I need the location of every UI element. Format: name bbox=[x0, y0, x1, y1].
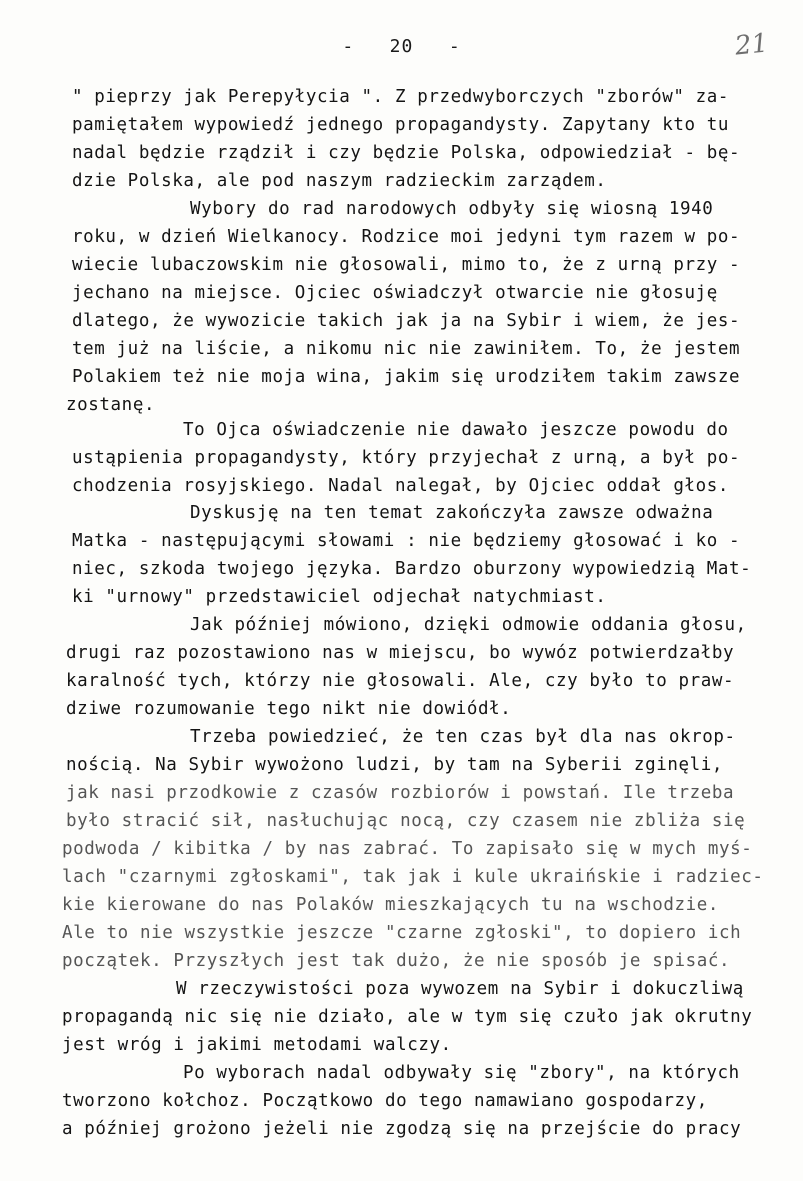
text-line: drugi raz pozostawiono nas w miejscu, bo wywóz potwierdzałby bbox=[66, 643, 735, 663]
text-line: początek. Przyszłych jest tak dużo, że nie sposób je spisać. bbox=[62, 951, 731, 971]
text-line: Dyskusję na ten temat zakończyła zawsze odważna bbox=[190, 503, 714, 523]
text-line: wiecie lubaczowskim nie głosowali, mimo to, że z urną przy - bbox=[72, 255, 741, 275]
text-line: tworzono kołchoz. Początkowo do tego namawiano gospodarzy, bbox=[62, 1091, 708, 1111]
text-line: jechano na miejsce. Ojciec oświadczył otwarcie nie głosuję bbox=[72, 283, 718, 303]
text-line: tem już na liście, a nikomu nic nie zawiniłem. To, że jestem bbox=[72, 339, 741, 359]
text-line: dzie Polska, ale pod naszym radzieckim zarządem. bbox=[72, 171, 607, 191]
text-line: To Ojca oświadczenie nie dawało jeszcze powodu do bbox=[183, 420, 729, 440]
page-number: - 20 - bbox=[342, 36, 461, 57]
text-line: karalność tych, którzy nie głosowali. Ale, czy było to praw- bbox=[66, 671, 735, 691]
text-line: lach "czarnymi zgłoskami", tak jak i kule ukraińskie i radziec- bbox=[62, 867, 764, 887]
text-line: Ale to nie wszystkie jeszcze "czarne zgłoski", to dopiero ich bbox=[62, 923, 742, 943]
text-line: " pieprzy jak Perepyłycia ". Z przedwyborczych "zborów" za- bbox=[72, 87, 730, 107]
text-line: dziwe rozumowanie tego nikt nie dowiódł. bbox=[66, 699, 512, 719]
archive-page-mark: 21 bbox=[733, 28, 770, 62]
text-line: ki "urnowy" przedstawiciel odjechał natychmiast. bbox=[72, 587, 607, 607]
text-line: jak nasi przodkowie z czasów rozbiorów i powstań. Ile trzeba bbox=[66, 783, 735, 803]
text-line: Trzeba powiedzieć, że ten czas był dla nas okrop- bbox=[190, 727, 736, 747]
text-line: podwoda / kibitka / by nas zabrać. To zapisało się w mych myś- bbox=[62, 839, 753, 859]
text-line: jest wróg i jakimi metodami walczy. bbox=[62, 1035, 452, 1055]
text-line: chodzenia rosyjskiego. Nadal nalegał, by Ojciec oddał głos. bbox=[72, 476, 730, 496]
text-line: Matka - następującymi słowami : nie będziemy głosować i ko - bbox=[72, 531, 741, 551]
text-line: niec, szkoda twojego języka. Bardzo oburzony wypowiedzią Mat- bbox=[72, 559, 752, 579]
text-line: Jak później mówiono, dzięki odmowie oddania głosu, bbox=[190, 615, 747, 635]
text-line: W rzeczywistości poza wywozem na Sybir i dokuczliwą bbox=[176, 979, 744, 999]
text-line: roku, w dzień Wielkanocy. Rodzice moi jedyni tym razem w po- bbox=[72, 227, 741, 247]
text-line: zostanę. bbox=[66, 395, 156, 415]
text-line: Po wyborach nadal odbywały się "zbory", na których bbox=[183, 1063, 740, 1083]
text-line: kie kierowane do nas Polaków mieszkających tu na wschodzie. bbox=[62, 895, 720, 915]
text-line: ustąpienia propagandysty, który przyjechał z urną, a był po- bbox=[72, 448, 741, 468]
text-line: Polakiem też nie moja wina, jakim się urodziłem takim zawsze bbox=[72, 367, 741, 387]
text-line: nością. Na Sybir wywożono ludzi, by tam na Syberii zginęli, bbox=[66, 755, 724, 775]
text-line: a później grożono jeżeli nie zgodzą się na przejście do pracy bbox=[62, 1119, 742, 1139]
text-line: propagandą nic się nie działo, ale w tym się czuło jak okrutny bbox=[62, 1007, 753, 1027]
text-line: było stracić sił, nasłuchując nocą, czy czasem nie zbliża się bbox=[66, 811, 746, 831]
text-line: nadal będzie rządził i czy będzie Polska, odpowiedział - bę- bbox=[72, 143, 741, 163]
text-line: Wybory do rad narodowych odbyły się wiosną 1940 bbox=[190, 199, 714, 219]
text-line: pamiętałem wypowiedź jednego propagandysty. Zapytany kto tu bbox=[72, 115, 730, 135]
text-line: dlatego, że wywozicie takich jak ja na Sybir i wiem, że jes- bbox=[72, 311, 741, 331]
